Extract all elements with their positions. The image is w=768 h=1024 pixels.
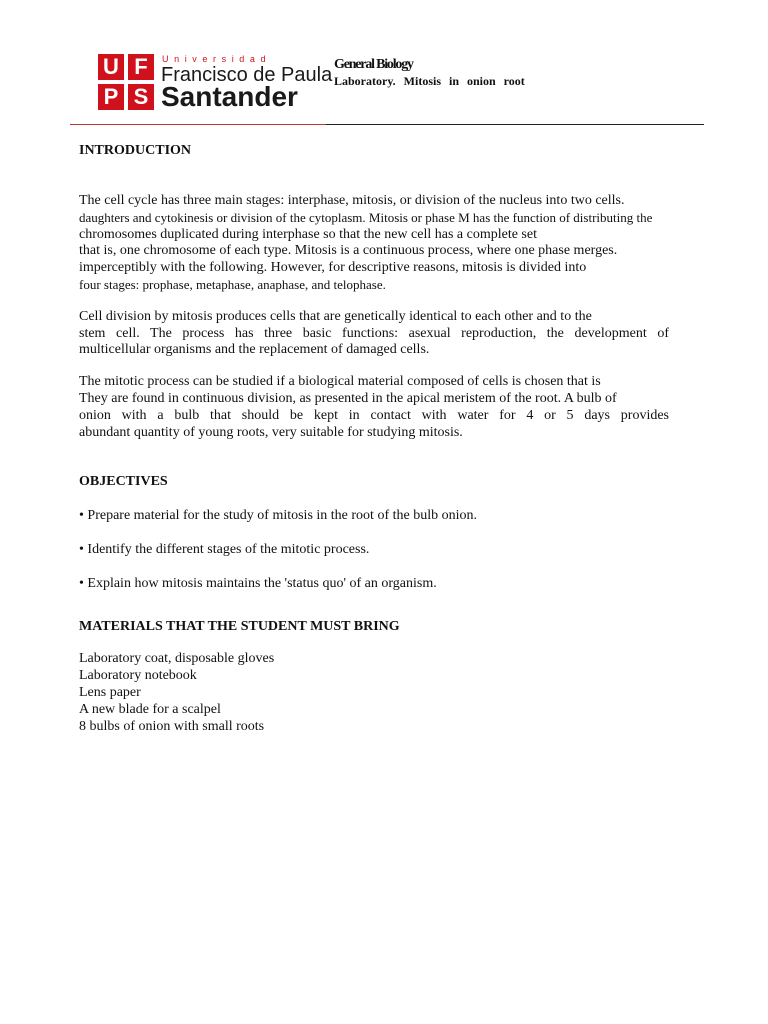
list-item: Laboratory coat, disposable gloves (79, 651, 275, 667)
objectives-list (79, 507, 719, 592)
header-rule-accent (70, 124, 326, 125)
introduction-text (79, 193, 719, 441)
list-item: Lens paper (79, 684, 141, 700)
materials-heading: MATERIALS THAT THE STUDENT MUST BRING (79, 619, 400, 635)
text-line: four stages: prophase, metaphase, anaphase, and telophase. (79, 276, 386, 292)
materials-list (79, 651, 719, 735)
text-line: that is, one chromosome of each type. Mitosis is a continuous process, where one phase merges. (79, 243, 618, 259)
text-line: abundant quantity of young roots, very suitable for studying mitosis. (79, 424, 463, 440)
intro-paragraph-3 (79, 374, 719, 441)
text-line: stem cell. The process has three basic functions: asexual reproduction, the development of (79, 325, 669, 341)
logo-box-p: P (98, 84, 124, 110)
header-rule (326, 124, 704, 125)
text-line: onion with a bulb that should be kept in contact with water for 4 or 5 days provides (79, 407, 669, 423)
list-item: • Prepare material for the study of mitosis in the root of the bulb onion. (79, 508, 477, 524)
list-item: A new blade for a scalpel (79, 701, 221, 717)
text-line: They are found in continuous division, as presented in the apical meristem of the root. A bulb of (79, 390, 617, 406)
intro-paragraph-2 (79, 309, 719, 359)
document-header (98, 54, 704, 126)
list-item: • Explain how mitosis maintains the 'status quo' of an organism. (79, 576, 437, 592)
logo-box-u: U (98, 54, 124, 80)
lab-title: Laboratory. Mitosis in onion root (334, 74, 525, 88)
list-item: Laboratory notebook (79, 668, 197, 684)
text-line: chromosomes duplicated during interphase so that the new cell has a complete set (79, 226, 537, 242)
logo-box-f: F (128, 54, 154, 80)
logo-name-line1: Francisco de Paula (161, 64, 333, 86)
document-body (79, 142, 719, 735)
text-line: multicellular organisms and the replacement of damaged cells. (79, 342, 430, 358)
text-line: The cell cycle has three main stages: interphase, mitosis, or division of the nucleus into two cells. (79, 193, 625, 208)
logo-name-line2: Santander (161, 81, 298, 112)
text-line: The mitotic process can be studied if a biological material composed of cells is chosen that is (79, 374, 601, 390)
list-item: • Identify the different stages of the mitotic process. (79, 542, 370, 558)
text-line: imperceptibly with the following. However, for descriptive reasons, mitosis is divided into (79, 260, 587, 276)
university-logo (98, 54, 333, 112)
text-line: daughters and cytokinesis or division of the cytoplasm. Mitosis or phase M has the function of distributing the (79, 209, 653, 225)
intro-paragraph-1 (79, 193, 719, 294)
logo-universidad-text: Universidad (162, 54, 272, 64)
logo-box-s: S (128, 84, 154, 110)
list-item: 8 bulbs of onion with small roots (79, 718, 265, 734)
text-line: Cell division by mitosis produces cells that are genetically identical to each other and to the (79, 308, 592, 324)
course-title: General Biology (334, 57, 413, 72)
logo-mark (98, 54, 156, 110)
objectives-heading: OBJECTIVES (79, 474, 168, 490)
introduction-heading: INTRODUCTION (79, 143, 192, 158)
